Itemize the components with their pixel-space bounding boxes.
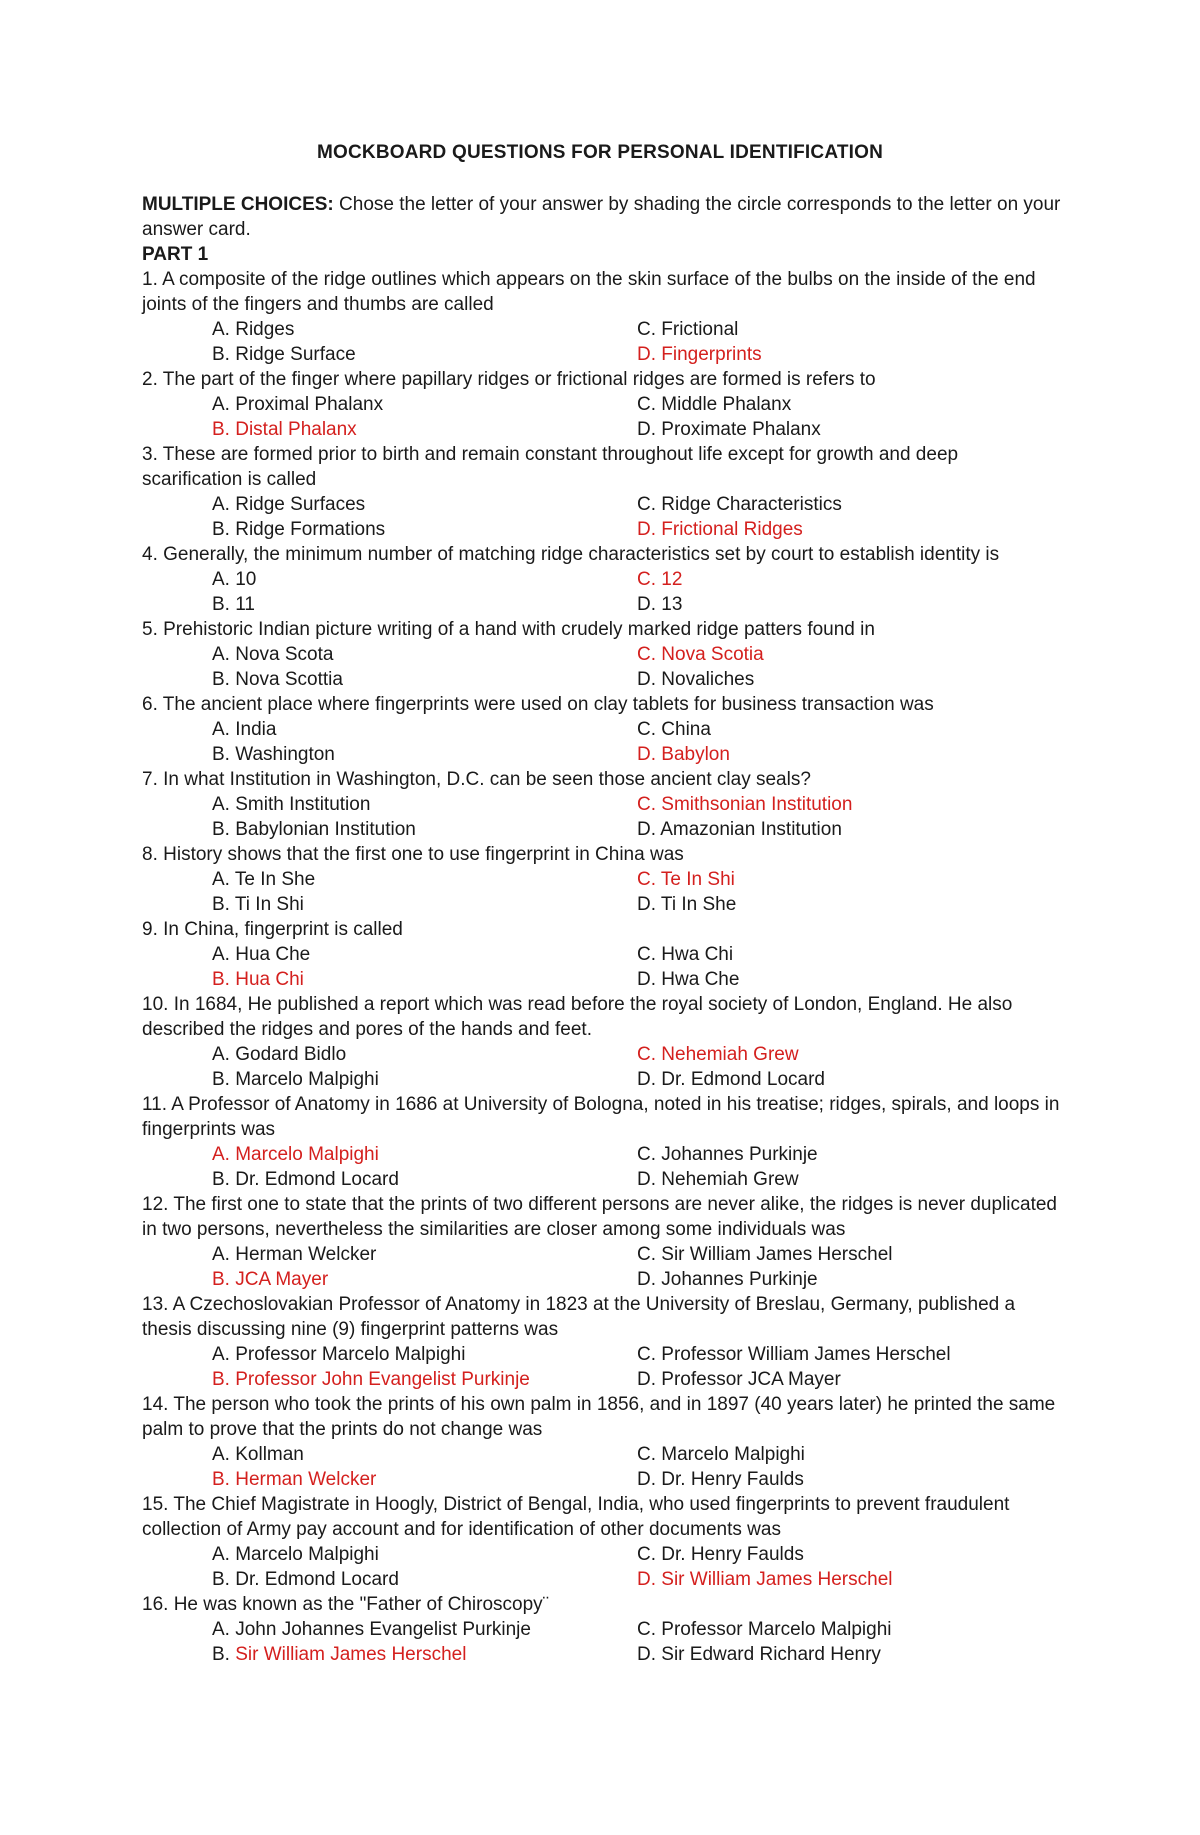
answer-options bbox=[212, 1042, 1062, 1092]
option-row bbox=[212, 1442, 1062, 1467]
option-row bbox=[212, 1342, 1062, 1367]
answer-option: C. Professor Marcelo Malpighi bbox=[637, 1619, 892, 1640]
answer-option: A. Smith Institution bbox=[212, 794, 371, 815]
answer-option: A. Kollman bbox=[212, 1444, 304, 1465]
answer-option: A. Proximal Phalanx bbox=[212, 394, 384, 415]
option-row bbox=[212, 1167, 1062, 1192]
answer-option: C. Frictional bbox=[637, 319, 739, 340]
answer-option: C. Nehemiah Grew bbox=[637, 1044, 799, 1065]
answer-option: A. 10 bbox=[212, 569, 257, 590]
answer-option: B. Ti In Shi bbox=[212, 894, 304, 915]
option-row bbox=[212, 1467, 1062, 1492]
question-item bbox=[142, 692, 1062, 767]
answer-options bbox=[212, 492, 1062, 542]
answer-option: A. John Johannes Evangelist Purkinje bbox=[212, 1619, 531, 1640]
answer-option: B. Dr. Edmond Locard bbox=[212, 1169, 399, 1190]
question-text: 8. History shows that the first one to use fingerprint in China was bbox=[142, 844, 684, 865]
option-row bbox=[212, 667, 1062, 692]
answer-option: A. Te In She bbox=[212, 869, 316, 890]
option-row bbox=[212, 1142, 1062, 1167]
answer-option: C. Hwa Chi bbox=[637, 944, 734, 965]
answer-option: A. Professor Marcelo Malpighi bbox=[212, 1344, 466, 1365]
answer-option: A. Ridges bbox=[212, 319, 295, 340]
question-item bbox=[142, 267, 1062, 367]
answer-options bbox=[212, 317, 1062, 367]
answer-option: C. Middle Phalanx bbox=[637, 394, 792, 415]
answer-option: D. Dr. Henry Faulds bbox=[637, 1469, 804, 1490]
document-body bbox=[142, 192, 1062, 1667]
answer-option: B. 11 bbox=[212, 594, 255, 615]
answer-option: A. India bbox=[212, 719, 277, 740]
question-list bbox=[142, 267, 1062, 1667]
question-text: 11. A Professor of Anatomy in 1686 at University of Bologna, noted in his treatise; ridges, spirals, and loops in fingerprints was bbox=[142, 1094, 1060, 1140]
option-row bbox=[212, 1242, 1062, 1267]
question-item bbox=[142, 992, 1062, 1092]
answer-option: A. Marcelo Malpighi bbox=[212, 1544, 379, 1565]
option-row bbox=[212, 867, 1062, 892]
answer-options bbox=[212, 1442, 1062, 1492]
question-text: 12. The first one to state that the prints of two different persons are never alike, the ridges is never duplicated in two persons, nevertheless the similarities are closer among some individuals was bbox=[142, 1194, 1057, 1240]
answer-option: C. Te In Shi bbox=[637, 869, 735, 890]
answer-options bbox=[212, 717, 1062, 767]
question-text: 16. He was known as the "Father of Chiroscopy¨ bbox=[142, 1594, 549, 1615]
option-row bbox=[212, 417, 1062, 442]
answer-option: B. Babylonian Institution bbox=[212, 819, 416, 840]
option-row bbox=[212, 717, 1062, 742]
option-row bbox=[212, 1542, 1062, 1567]
question-text: 2. The part of the finger where papillary ridges or frictional ridges are formed is refers to bbox=[142, 369, 876, 390]
part-label: PART 1 bbox=[142, 244, 209, 265]
question-item bbox=[142, 842, 1062, 917]
answer-option: B. Nova Scottia bbox=[212, 669, 343, 690]
question-text: 14. The person who took the prints of his own palm in 1856, and in 1897 (40 years later) he printed the same palm to prove that the prints do not change was bbox=[142, 1394, 1056, 1440]
answer-options bbox=[212, 942, 1062, 992]
question-item bbox=[142, 917, 1062, 992]
answer-option: D. Babylon bbox=[637, 744, 730, 765]
question-item bbox=[142, 542, 1062, 617]
answer-option: D. Proximate Phalanx bbox=[637, 419, 821, 440]
answer-option bbox=[212, 1642, 466, 1667]
answer-option: A. Godard Bidlo bbox=[212, 1044, 347, 1065]
question-item bbox=[142, 1392, 1062, 1492]
answer-option: D. 13 bbox=[637, 594, 683, 615]
question-text: 5. Prehistoric Indian picture writing of a hand with crudely marked ridge patters found in bbox=[142, 619, 875, 640]
answer-option: B. JCA Mayer bbox=[212, 1269, 329, 1290]
answer-option: B. Dr. Edmond Locard bbox=[212, 1569, 399, 1590]
answer-option: C. China bbox=[637, 719, 711, 740]
question-text: 4. Generally, the minimum number of matching ridge characteristics set by court to establish identity is bbox=[142, 544, 1000, 565]
answer-option: B. Washington bbox=[212, 744, 335, 765]
answer-option: C. Johannes Purkinje bbox=[637, 1144, 818, 1165]
answer-option: B. Distal Phalanx bbox=[212, 419, 357, 440]
option-row bbox=[212, 1642, 1062, 1667]
answer-option: D. Frictional Ridges bbox=[637, 519, 803, 540]
answer-option: B. Herman Welcker bbox=[212, 1469, 377, 1490]
answer-option: A. Marcelo Malpighi bbox=[212, 1144, 379, 1165]
option-row bbox=[212, 1267, 1062, 1292]
option-row bbox=[212, 892, 1062, 917]
answer-option: D. Amazonian Institution bbox=[637, 819, 842, 840]
option-row bbox=[212, 1042, 1062, 1067]
instructions bbox=[142, 192, 1062, 242]
option-row bbox=[212, 342, 1062, 367]
option-answer-text: Sir William James Herschel bbox=[235, 1644, 467, 1665]
answer-option: A. Nova Scota bbox=[212, 644, 334, 665]
option-row bbox=[212, 392, 1062, 417]
answer-option: C. Dr. Henry Faulds bbox=[637, 1544, 804, 1565]
question-item bbox=[142, 1192, 1062, 1292]
answer-option: C. Marcelo Malpighi bbox=[637, 1444, 805, 1465]
answer-option: C. Ridge Characteristics bbox=[637, 494, 842, 515]
option-row bbox=[212, 642, 1062, 667]
answer-options bbox=[212, 1617, 1062, 1667]
answer-option: C. 12 bbox=[637, 569, 683, 590]
question-item bbox=[142, 617, 1062, 692]
answer-option: D. Novaliches bbox=[637, 669, 755, 690]
option-row bbox=[212, 592, 1062, 617]
answer-option: D. Nehemiah Grew bbox=[637, 1169, 799, 1190]
option-letter: B. bbox=[212, 1644, 236, 1665]
question-item bbox=[142, 442, 1062, 542]
answer-option: B. Ridge Formations bbox=[212, 519, 386, 540]
option-row bbox=[212, 317, 1062, 342]
answer-option: B. Ridge Surface bbox=[212, 344, 356, 365]
question-item bbox=[142, 367, 1062, 442]
answer-option: D. Ti In She bbox=[637, 894, 737, 915]
answer-options bbox=[212, 567, 1062, 617]
instructions-label: MULTIPLE CHOICES: bbox=[142, 194, 334, 215]
option-row bbox=[212, 792, 1062, 817]
option-row bbox=[212, 742, 1062, 767]
option-row bbox=[212, 1617, 1062, 1642]
answer-option: D. Johannes Purkinje bbox=[637, 1269, 818, 1290]
option-row bbox=[212, 1367, 1062, 1392]
answer-option: B. Professor John Evangelist Purkinje bbox=[212, 1369, 530, 1390]
question-text: 13. A Czechoslovakian Professor of Anatomy in 1823 at the University of Breslau, Germany, published a thesis discussing nine (9) fingerprint patterns was bbox=[142, 1294, 1016, 1340]
question-text: 10. In 1684, He published a report which was read before the royal society of London, England. He also described the ridges and pores of the hands and feet. bbox=[142, 994, 1013, 1040]
answer-option: C. Professor William James Herschel bbox=[637, 1344, 951, 1365]
answer-option: C. Nova Scotia bbox=[637, 644, 764, 665]
option-row bbox=[212, 492, 1062, 517]
option-row bbox=[212, 942, 1062, 967]
question-item bbox=[142, 1492, 1062, 1592]
option-row bbox=[212, 967, 1062, 992]
answer-option: B. Marcelo Malpighi bbox=[212, 1069, 379, 1090]
answer-option: A. Ridge Surfaces bbox=[212, 494, 366, 515]
question-item bbox=[142, 767, 1062, 842]
question-text: 9. In China, fingerprint is called bbox=[142, 919, 403, 940]
option-row bbox=[212, 1567, 1062, 1592]
option-row bbox=[212, 1067, 1062, 1092]
answer-option: D. Dr. Edmond Locard bbox=[637, 1069, 825, 1090]
question-text: 7. In what Institution in Washington, D.C. can be seen those ancient clay seals? bbox=[142, 769, 811, 790]
question-text: 6. The ancient place where fingerprints were used on clay tablets for business transaction was bbox=[142, 694, 934, 715]
answer-options bbox=[212, 392, 1062, 442]
answer-option: C. Smithsonian Institution bbox=[637, 794, 853, 815]
option-row bbox=[212, 567, 1062, 592]
question-text: 1. A composite of the ridge outlines which appears on the skin surface of the bulbs on the inside of the end joints of the fingers and thumbs are called bbox=[142, 269, 1036, 315]
answer-option: D. Fingerprints bbox=[637, 344, 762, 365]
answer-options bbox=[212, 1242, 1062, 1292]
question-text: 3. These are formed prior to birth and remain constant throughout life except for growth and deep scarification is called bbox=[142, 444, 959, 490]
answer-option: C. Sir William James Herschel bbox=[637, 1244, 893, 1265]
answer-options bbox=[212, 1342, 1062, 1392]
answer-option: D. Sir William James Herschel bbox=[637, 1569, 893, 1590]
answer-options bbox=[212, 1142, 1062, 1192]
question-text: 15. The Chief Magistrate in Hoogly, District of Bengal, India, who used fingerprints to prevent fraudulent collection of Army pay account and for identification of other documents was bbox=[142, 1494, 1010, 1540]
instructions-text: Chose the letter of your answer by shading the circle corresponds to the letter on your answer card. bbox=[142, 194, 1061, 240]
answer-options bbox=[212, 1542, 1062, 1592]
answer-options bbox=[212, 642, 1062, 692]
answer-option: A. Herman Welcker bbox=[212, 1244, 377, 1265]
answer-option: D. Hwa Che bbox=[637, 969, 740, 990]
option-row bbox=[212, 517, 1062, 542]
answer-option: D. Professor JCA Mayer bbox=[637, 1369, 841, 1390]
answer-option: D. Sir Edward Richard Henry bbox=[637, 1644, 881, 1665]
answer-options bbox=[212, 867, 1062, 917]
answer-options bbox=[212, 792, 1062, 842]
question-item bbox=[142, 1292, 1062, 1392]
question-item bbox=[142, 1092, 1062, 1192]
answer-option: A. Hua Che bbox=[212, 944, 311, 965]
question-item bbox=[142, 1592, 1062, 1667]
answer-option: B. Hua Chi bbox=[212, 969, 304, 990]
option-row bbox=[212, 817, 1062, 842]
page-title: MOCKBOARD QUESTIONS FOR PERSONAL IDENTIFICATION bbox=[316, 142, 884, 163]
